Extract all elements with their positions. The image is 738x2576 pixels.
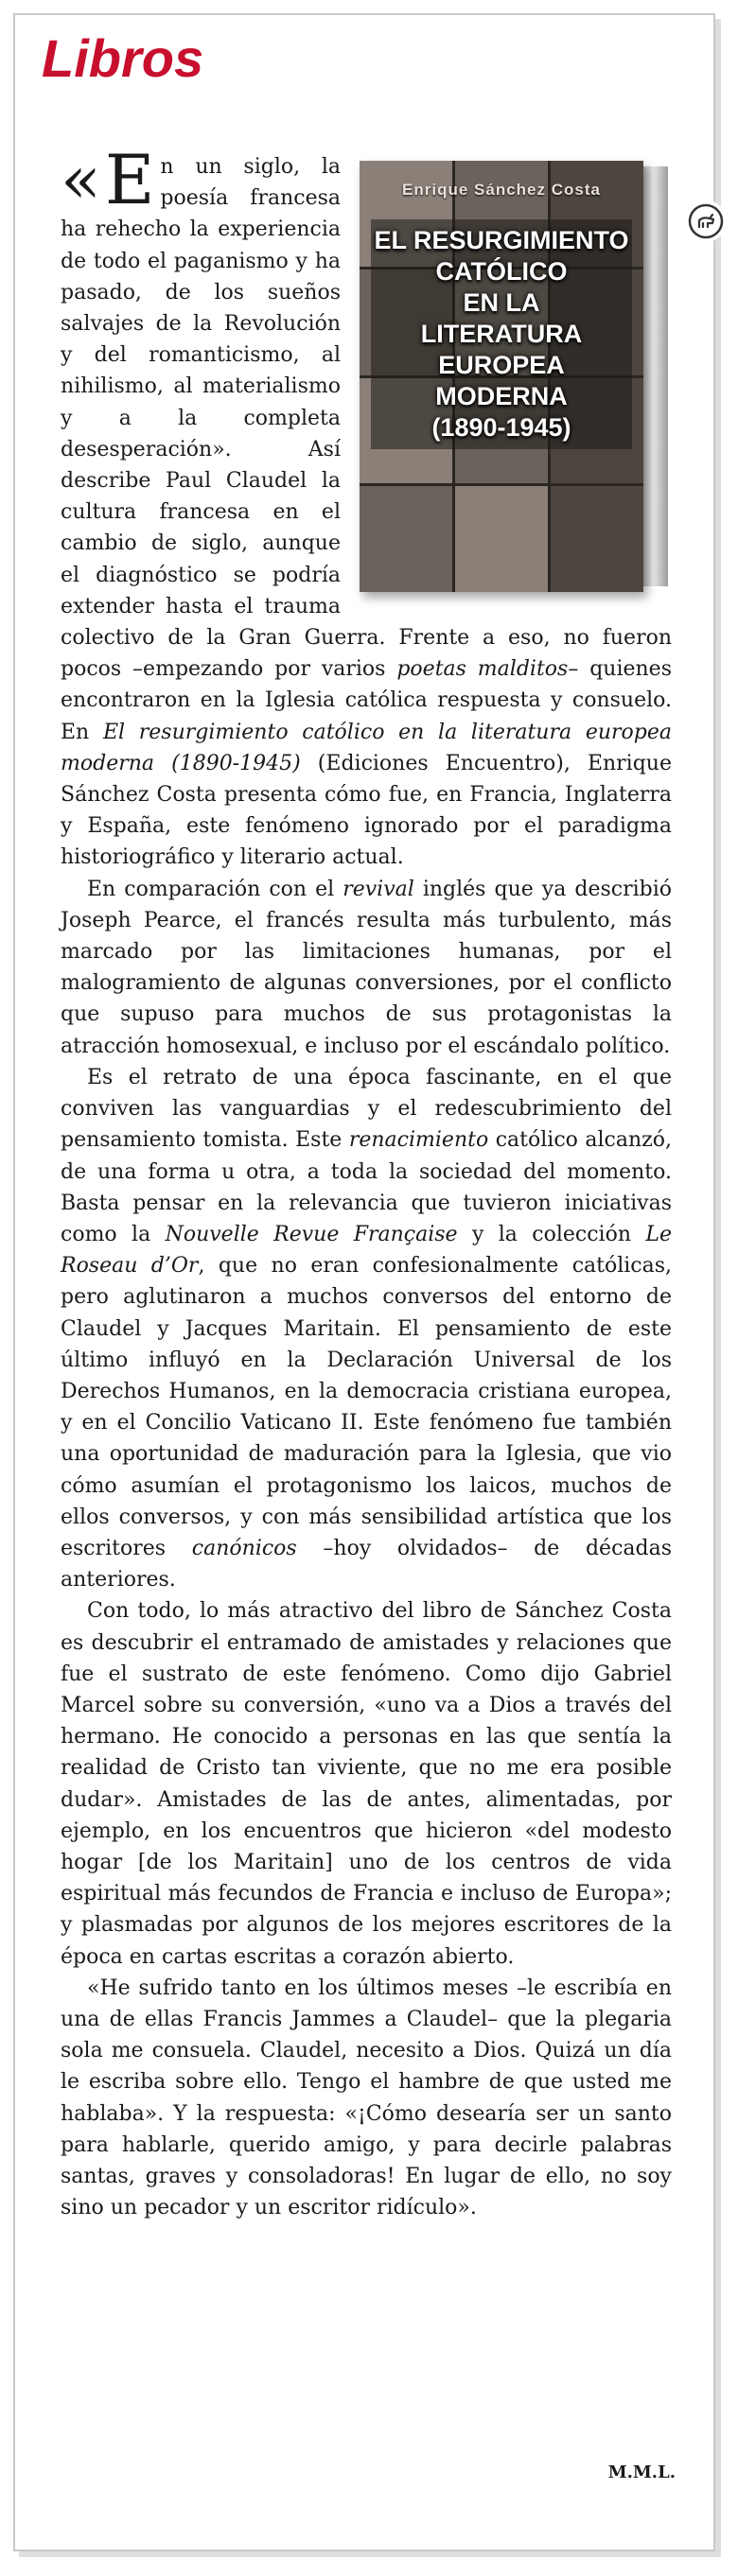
- text-run: – quienes encontraron en la Iglesia católica respuesta y consuelo. En: [61, 657, 672, 744]
- deer-emblem-icon: [687, 202, 725, 240]
- italic-text-run: El resurgimiento católico en la literatura europea moderna (1890-1945): [61, 720, 672, 775]
- text-run: Con todo, lo más atractivo del libro de Sánchez Costa es descubrir el entramado de amistades y relaciones que fue el sustrato de este fenómeno. Como dijo Gabriel Marcel sobre su conversión, «uno va a Dios a través del hermano. He conocido a personas en las que sentía la realidad de Cristo tan viviente, que no me era posible dudar». Amistades de las de antes, alimentadas, por ejemplo, en los encuentros que hicieron «del modesto hogar [de los Maritain] uno de los centros de vida espiritual más fecundos de Francia e incluso de Europa»; y plasmadas por algunos de los mejores escritores de la época en cartas escritas a corazón abierto.: [61, 1599, 672, 1969]
- book-cover-image: [360, 161, 672, 596]
- text-run: n un siglo, la poesía francesa ha rehecho la experiencia de todo el paganismo y ha pasado, de los sueños salvajes de la Revolución y del romanticismo, al nihilismo, al materialismo y a la completa desesperación». Así describe Paul Claudel la cultura francesa en el cambio de siglo, aunque el diagnóstico se podría extender hasta el trauma colectivo de la Gran Guerra. Frente a eso, no fueron pocos –empezando por varios: [61, 155, 672, 682]
- article-paragraph: [61, 874, 672, 1062]
- italic-text-run: Le Roseau d’Or: [61, 1222, 672, 1279]
- text-run: (Ediciones Encuentro), Enrique Sánchez Costa presenta cómo fue, en Francia, Inglaterra y España, este fenómeno ignorado por el paradigma historiográfico y literario actual.: [61, 751, 672, 870]
- italic-text-run: canónicos: [191, 1536, 297, 1560]
- book-cover: [360, 161, 643, 592]
- article-paragraph: [61, 1595, 672, 1972]
- drop-cap: E: [104, 140, 155, 219]
- opening-quote-mark: «: [61, 141, 101, 218]
- article-paragraph: [61, 1062, 672, 1595]
- book-spine: [643, 166, 668, 586]
- author-signature: M.M.L.: [607, 2463, 676, 2482]
- article-paragraph: [61, 1973, 672, 2224]
- text-run: –hoy olvidados– de décadas anteriores.: [61, 1536, 673, 1593]
- italic-text-run: renacimiento: [348, 1128, 489, 1153]
- italic-text-run: poetas malditos: [396, 657, 569, 682]
- section-title: Libros: [42, 28, 204, 88]
- italic-text-run: revival: [343, 877, 414, 901]
- cover-title: EL RESURGIMIENTO CATÓLICO EN LA LITERATURA EUROPEA MODERNA (1890-1945): [371, 219, 632, 449]
- text-run: inglés que ya describió Joseph Pearce, el francés resulta más turbulento, más marcado por las limitaciones humanas, por el malogramiento de algunas conversiones, por el conflicto que supuso para muchos de sus protagonistas la atracción homosexual, e incluso por el escándalo político.: [61, 877, 672, 1058]
- italic-text-run: Nouvelle Revue Française: [165, 1222, 458, 1246]
- text-run: católico alcanzó, de una forma u otra, a toda la sociedad del momento. Basta pensar en la relevancia que tuvieron iniciativas como la: [61, 1128, 672, 1246]
- text-run: «He sufrido tanto en los últimos meses –le escribía en una de ellas Francis Jammes a Claudel– que la plegaria sola me consuela. Claudel, necesito a Dios. Quizá un día le escriba sobre ello. Tengo el hambre de que usted me hablaba». Y la respuesta: «¡Cómo desearía ser un santo para hablarle, querido amigo, y para decirle palabras santas, graves y consoladoras! En lugar de ello, no soy sino un pecador y un escritor ridículo».: [61, 1976, 672, 2220]
- text-run: Es el retrato de una época fascinante, en el que conviven las vanguardias y el redescubrimiento del pensamiento tomista. Este: [61, 1065, 672, 1153]
- text-run: y la colección: [457, 1222, 646, 1246]
- cover-author: Enrique Sánchez Costa: [402, 181, 601, 199]
- text-run: , que no eran confesionalmente católicas, pero aglutinaron a muchos conversos del entorno de Claudel y Jacques Maritain. El pensamiento de este último influyó en la Declaración Universal de los Derechos Humanos, en la democracia cristiana europea, y en el Concilio Vaticano II. Este fenómeno fue también una oportunidad de maduración para la Iglesia, que vio cómo asumían el protagonismo los laicos, muchos de ellos conversos, y con más sensibilidad artística que los escritores: [61, 1254, 673, 1560]
- article-body: [61, 140, 673, 2223]
- text-run: En comparación con el: [87, 877, 343, 901]
